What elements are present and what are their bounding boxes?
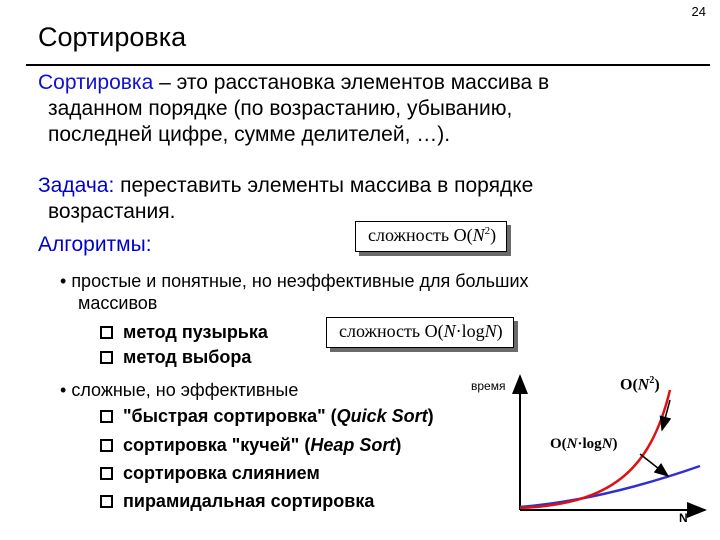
checkbox-square-icon — [100, 467, 113, 480]
checkbox-square-icon — [100, 439, 113, 452]
definition-line-1: – это расстановка элементов массива в — [153, 71, 550, 94]
list-item: пирамидальная сортировка — [100, 490, 374, 512]
simple-bullet-cont: массивов — [78, 293, 158, 313]
n2-curve-label: $O(N^2)$ — [620, 375, 660, 394]
complexity-n2-callout: сложность $O(N^2)$ — [355, 221, 507, 252]
list-item: метод выбора — [100, 346, 251, 368]
definition-paragraph — [38, 70, 678, 148]
list-item: сортировка "кучей" (Heap Sort) — [100, 434, 401, 456]
checkbox-square-icon — [100, 351, 113, 364]
definition-term: Сортировка — [38, 71, 154, 94]
nlogn-pointer-arrow — [640, 454, 668, 476]
list-item: "быстрая сортировка" (Quick Sort) — [100, 405, 434, 427]
complexity-nlogn-callout: сложность O(N·logN) — [326, 317, 514, 348]
definition-line-2: заданном порядке (по возрастанию, убыванию, — [48, 97, 513, 120]
list-item: метод пузырька — [100, 321, 268, 343]
definition-line-3: последней цифре, сумме делителей, …). — [48, 123, 451, 146]
slide-number: 24 — [691, 4, 706, 19]
algorithms-heading: Алгоритмы: — [38, 233, 152, 256]
checkbox-square-icon — [100, 495, 113, 508]
nlogn-curve-label: O(N·logN) — [550, 436, 618, 452]
task-line-1: переставить элементы массива в порядке — [114, 174, 534, 197]
complex-bullet: • сложные, но эффективные — [60, 380, 299, 400]
slide-title: Сортировка — [38, 22, 187, 52]
task-line-2: возрастания. — [48, 200, 176, 223]
chart-x-label: N — [679, 511, 688, 525]
task-label: Задача: — [38, 174, 115, 197]
checkbox-square-icon — [100, 326, 113, 339]
chart-y-label: время — [471, 379, 506, 393]
task-paragraph — [38, 173, 678, 225]
checkbox-square-icon — [100, 410, 113, 423]
title-divider — [26, 64, 710, 66]
simple-bullet: • простые и понятные, но неэффективные для больших — [60, 271, 529, 291]
list-item: сортировка слиянием — [100, 462, 320, 484]
